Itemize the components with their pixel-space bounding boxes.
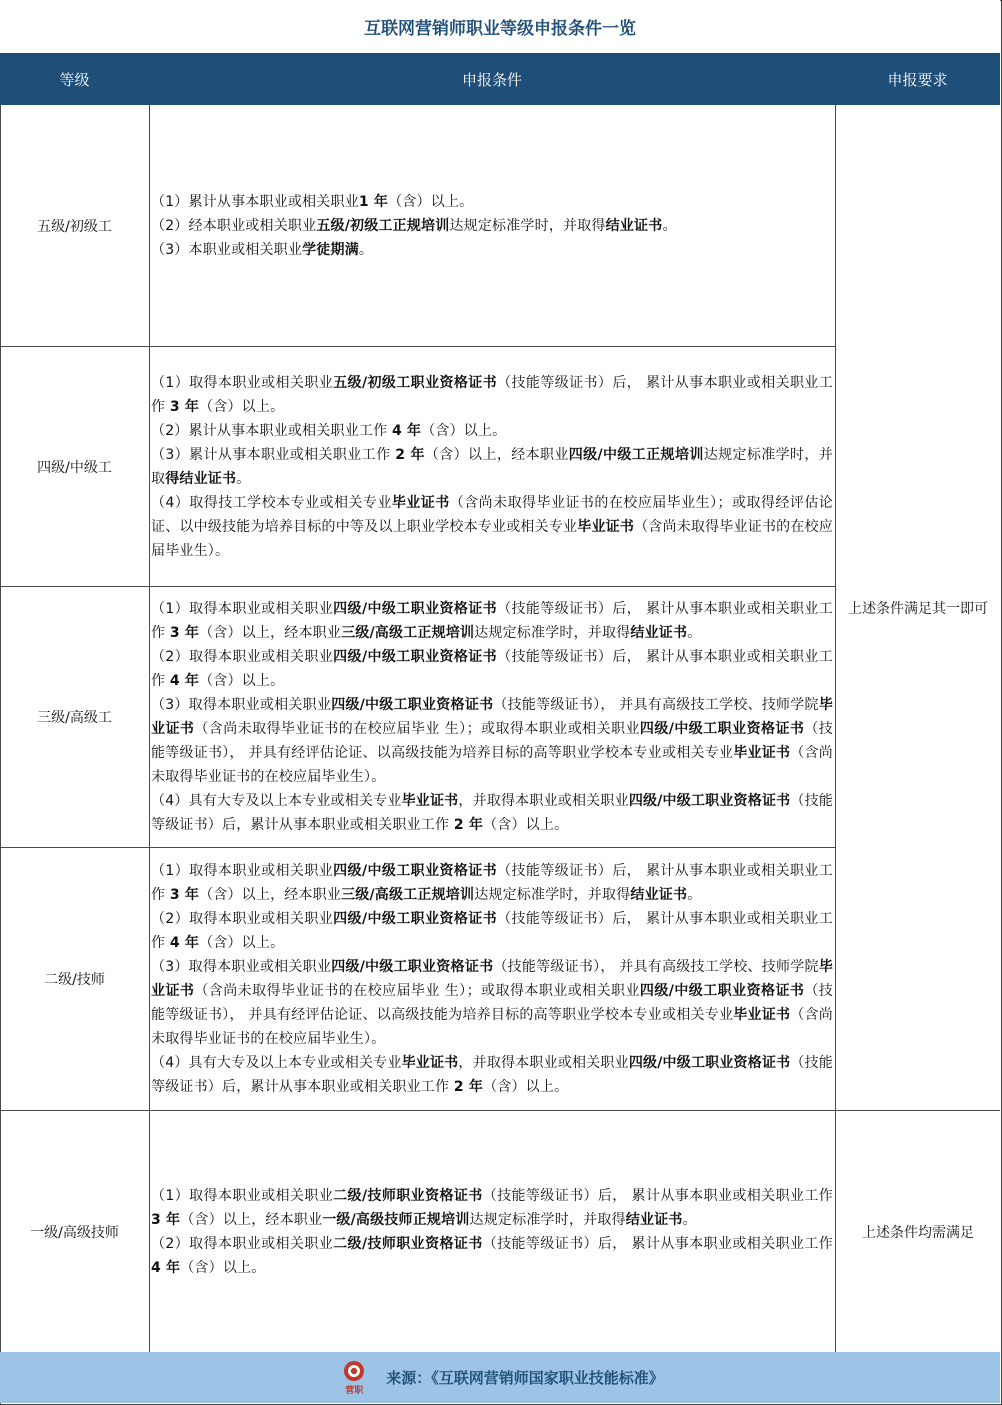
conditions-cell	[151, 1111, 833, 1352]
conditions-cell	[151, 347, 833, 586]
condition-text: （含）以上。	[180, 1259, 266, 1276]
grade-cell: 一级/高级技师	[30, 1224, 119, 1241]
condition-text: 达规定标准学时，并取	[151, 446, 833, 487]
condition-text: 达规定标准学时，并取得	[474, 625, 631, 641]
condition-text: （2）累计从事本职业或相关职业工作	[151, 422, 392, 439]
condition-text: （技能等级证书）， 并具有经评估论证、以高级技能为培养目标的高等职业学校本专业或相关专业	[151, 983, 833, 1023]
grade-cell: 三级/高级工	[37, 710, 112, 726]
condition-text: （技能等级证书）， 并具有经评估论证、以高级技能为培养目标的高等职业学校本专业或相关专业	[151, 721, 833, 761]
condition-emphasis: 四级/中级工职业资格证书	[628, 793, 791, 809]
condition-text: （技能等级证书）后， 累计从事本职业或相关职业工作	[482, 1187, 833, 1204]
condition-text: （含）以上，经本职业	[199, 625, 342, 641]
condition-item	[151, 859, 833, 907]
conditions-cell	[151, 848, 833, 1110]
header-requirements: 申报要求	[887, 70, 948, 89]
condition-emphasis: 结业证书	[625, 1211, 683, 1228]
condition-emphasis: 四级/中级工职业资格证书	[331, 959, 494, 975]
condition-item	[151, 645, 833, 693]
condition-text: （含）以上，经本职业	[180, 1211, 323, 1228]
logo-text: 营职	[345, 1385, 364, 1396]
condition-item	[151, 693, 833, 789]
condition-item	[151, 214, 833, 238]
condition-item	[151, 1232, 833, 1280]
condition-text: （1）累计从事本职业或相关职业	[151, 194, 359, 210]
condition-emphasis: 毕业证书	[577, 518, 635, 535]
condition-text: （技能等级证书）后， 累计从事本职业或相关职业工作	[482, 1235, 833, 1252]
condition-emphasis: 3 年	[169, 398, 200, 415]
page-title: 互联网营销师职业等级申报条件一览	[0, 0, 1000, 53]
condition-text: （技能等级证书）， 并具有高级技工学校、技师学院	[493, 959, 819, 975]
condition-text: （3）本职业或相关职业	[151, 242, 303, 258]
condition-item	[151, 419, 833, 443]
condition-text: （含尚未取得毕业证书的在校应届毕业生）；或取得经评估论证、以中级技能为培养目标的中等及以上职业学校本专业或相关专业	[151, 494, 833, 535]
condition-item	[151, 597, 833, 645]
condition-text: （含）以上，经本职业	[424, 446, 569, 463]
condition-emphasis: 毕业证书	[733, 1007, 791, 1023]
condition-text: （含）以上。	[421, 422, 507, 439]
condition-emphasis: 二级/技师职业资格证书	[333, 1235, 483, 1252]
condition-text: （技能等级证书）后， 累计从事本职业或相关职业工作	[151, 601, 833, 641]
condition-emphasis: 三级/高级工正规培训	[341, 625, 475, 641]
condition-text: （技能等级证书）， 并具有高级技工学校、技师学院	[493, 697, 819, 713]
condition-emphasis: 4 年	[151, 1259, 181, 1276]
condition-emphasis: 毕业证书	[151, 959, 834, 999]
grade-cell: 五级/初级工	[37, 219, 112, 235]
condition-item	[151, 1051, 833, 1099]
condition-text: （技能等级证书）后， 累计从事本职业或相关职业工作	[151, 374, 833, 415]
condition-text: （1）取得本职业或相关职业	[151, 1187, 334, 1204]
condition-text: （含）以上。	[199, 398, 285, 415]
condition-emphasis: 四级/中级工职业资格证书	[639, 721, 805, 737]
condition-text: 。	[236, 470, 251, 487]
condition-emphasis: 4 年	[169, 935, 200, 951]
condition-emphasis: 得结业证书	[165, 470, 237, 487]
condition-emphasis: 结业证书	[630, 887, 688, 903]
header-conditions: 申报条件	[461, 70, 522, 89]
condition-text: 。	[687, 887, 702, 903]
condition-item	[151, 955, 833, 1051]
condition-item	[151, 238, 833, 262]
condition-emphasis: 五级/初级工职业资格证书	[333, 374, 498, 391]
condition-text: （含）以上。	[483, 817, 569, 833]
condition-text: （含）以上。	[388, 194, 474, 210]
condition-text: （2）经本职业或相关职业	[151, 218, 317, 234]
condition-text: （含）以上，经本职业	[199, 887, 342, 903]
condition-emphasis: 五级/初级工正规培训	[316, 218, 450, 234]
condition-emphasis: 四级/中级工职业资格证书	[333, 649, 498, 665]
condition-emphasis: 3 年	[169, 625, 200, 641]
condition-emphasis: 结业证书	[630, 625, 688, 641]
requirement-cell: 上述条件满足其一即可	[848, 601, 988, 617]
condition-text: （2）取得本职业或相关职业	[151, 649, 334, 665]
condition-emphasis: 四级/中级工职业资格证书	[333, 601, 498, 617]
grade-cell: 四级/中级工	[37, 459, 112, 476]
condition-text: （含尚未取得毕业证书的在校应届毕业生）。	[151, 1007, 833, 1047]
condition-item	[151, 371, 833, 419]
condition-text: （技能等级证书）后， 累计从事本职业或相关职业工作	[151, 649, 833, 689]
condition-text: （1）取得本职业或相关职业	[151, 863, 334, 879]
condition-emphasis: 四级/中级工职业资格证书	[639, 983, 805, 999]
condition-emphasis: 毕业证书	[391, 494, 450, 511]
condition-text: （技能等级证书）后，累计从事本职业或相关职业工作	[151, 1055, 833, 1095]
table-header	[0, 53, 1000, 105]
condition-emphasis: 3 年	[151, 1211, 181, 1228]
header-grade: 等级	[59, 70, 90, 89]
condition-text: （技能等级证书）后， 累计从事本职业或相关职业工作	[151, 863, 833, 903]
condition-emphasis: 毕业证书	[151, 697, 834, 737]
condition-text: （含）以上。	[199, 935, 285, 951]
condition-emphasis: 四级/中级工正规培训	[568, 446, 704, 463]
condition-text: ，并取得本职业或相关职业	[458, 793, 629, 809]
condition-text: 达规定标准学时，并取得	[449, 218, 606, 234]
condition-text: （1）取得本职业或相关职业	[151, 601, 334, 617]
condition-text: 。	[358, 242, 374, 258]
condition-text: （3）取得本职业或相关职业	[151, 697, 332, 713]
condition-item	[151, 789, 833, 837]
condition-text: 达规定标准学时，并取得	[469, 1211, 626, 1228]
logo	[336, 1358, 372, 1398]
condition-emphasis: 四级/中级工职业资格证书	[331, 697, 494, 713]
column-divider	[149, 105, 150, 1352]
condition-emphasis: 毕业证书	[401, 793, 459, 809]
condition-text: （含尚未取得毕业证书的在校应届毕业生）。	[151, 745, 833, 785]
condition-emphasis: 四级/中级工职业资格证书	[333, 911, 498, 927]
condition-emphasis: 2 年	[453, 817, 484, 833]
condition-emphasis: 二级/技师职业资格证书	[333, 1187, 483, 1204]
condition-emphasis: 四级/中级工职业资格证书	[628, 1055, 791, 1071]
condition-emphasis: 2 年	[395, 446, 425, 463]
condition-text: 。	[682, 1211, 697, 1228]
condition-text: ，并取得本职业或相关职业	[458, 1055, 629, 1071]
condition-text: （含尚未取得毕业证书的在校应届毕业 生）；或取得本职业或相关职业	[194, 721, 640, 737]
condition-text: （含）以上。	[483, 1079, 569, 1095]
condition-emphasis: 4 年	[169, 673, 200, 689]
requirement-cell: 上述条件均需满足	[862, 1224, 974, 1241]
condition-emphasis: 毕业证书	[401, 1055, 459, 1071]
condition-text: （4）具有大专及以上本专业或相关专业	[151, 1055, 402, 1071]
condition-item	[151, 907, 833, 955]
condition-text: （含尚未取得毕业证书的在校应届毕业生）。	[151, 518, 833, 559]
condition-text: 。	[687, 625, 702, 641]
condition-text: （技能等级证书）后， 累计从事本职业或相关职业工作	[151, 911, 833, 951]
condition-emphasis: 2 年	[453, 1079, 484, 1095]
condition-emphasis: 三级/高级工正规培训	[341, 887, 475, 903]
condition-emphasis: 毕业证书	[733, 745, 791, 761]
source-text: 来源：《互联网营销师国家职业技能标准》	[386, 1369, 664, 1387]
condition-item	[151, 190, 833, 214]
condition-text: 。	[662, 218, 677, 234]
condition-text: （1）取得本职业或相关职业	[151, 374, 334, 391]
conditions-cell	[151, 587, 833, 847]
condition-item	[151, 491, 833, 563]
condition-emphasis: 学徒期满	[302, 242, 359, 258]
source-footer	[0, 1352, 1000, 1403]
condition-text: （含）以上。	[199, 673, 285, 689]
condition-emphasis: 结业证书	[605, 218, 663, 234]
condition-text: （4）取得技工学校本专业或相关专业	[151, 494, 392, 511]
condition-text: （2）取得本职业或相关职业	[151, 911, 334, 927]
condition-text: （3）累计从事本职业或相关职业工作	[151, 446, 396, 463]
condition-item	[151, 443, 833, 491]
condition-text: 达规定标准学时，并取得	[474, 887, 631, 903]
condition-text: （2）取得本职业或相关职业	[151, 1235, 334, 1252]
condition-emphasis: 3 年	[169, 887, 200, 903]
condition-item	[151, 1184, 833, 1232]
condition-text: （4）具有大专及以上本专业或相关专业	[151, 793, 402, 809]
grade-cell: 二级/技师	[44, 972, 105, 988]
condition-text: （3）取得本职业或相关职业	[151, 959, 332, 975]
eye-logo-icon	[343, 1360, 365, 1382]
conditions-cell	[151, 106, 833, 346]
condition-emphasis: 一级/高级技师正规培训	[322, 1211, 470, 1228]
condition-emphasis: 1 年	[358, 194, 389, 210]
condition-emphasis: 四级/中级工职业资格证书	[333, 863, 498, 879]
condition-text: （含尚未取得毕业证书的在校应届毕业 生）；或取得本职业或相关职业	[194, 983, 640, 999]
condition-emphasis: 4 年	[391, 422, 422, 439]
condition-text: （技能等级证书）后，累计从事本职业或相关职业工作	[151, 793, 833, 833]
